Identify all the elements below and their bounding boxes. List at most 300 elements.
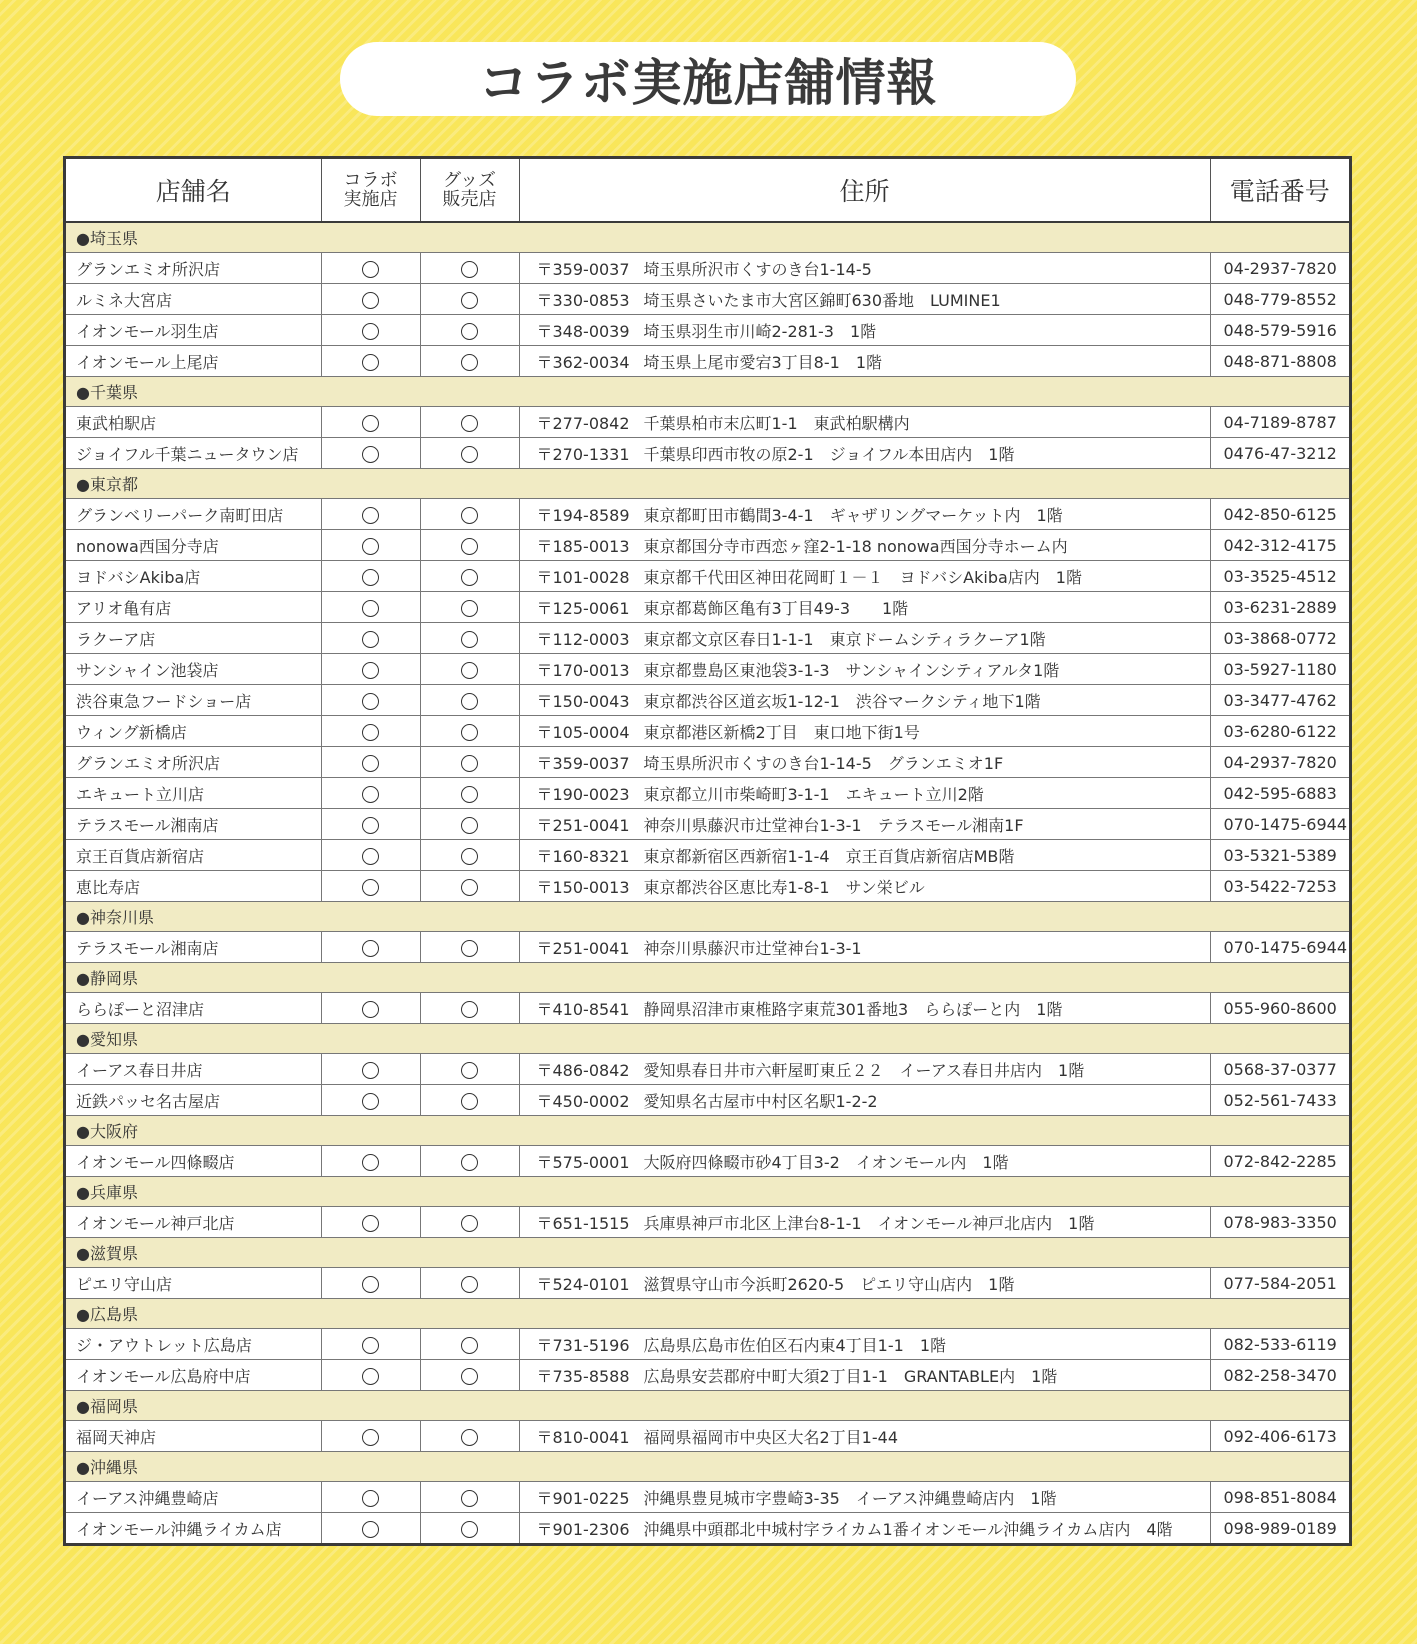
goods-mark-cell: [420, 1207, 519, 1238]
collab-mark-cell: [321, 346, 420, 377]
address-cell: [519, 592, 1210, 623]
postal-code: 〒731-5196: [536, 1335, 630, 1355]
circle-mark-icon: [461, 446, 478, 463]
goods-mark-cell: [420, 284, 519, 315]
address-cell: [519, 747, 1210, 778]
postal-code: 〒348-0039: [536, 321, 630, 341]
goods-mark-cell: [420, 716, 519, 747]
circle-mark-icon: [461, 1368, 478, 1385]
goods-mark-cell: [420, 253, 519, 284]
prefecture-label: ●埼玉県: [66, 222, 1349, 253]
circle-mark-icon: [362, 786, 379, 803]
postal-code: 〒185-0013: [536, 536, 630, 556]
table-row: [66, 1207, 1349, 1238]
circle-mark-icon: [461, 940, 478, 957]
prefecture-row: [66, 1177, 1349, 1207]
prefecture-label: ●福岡県: [66, 1391, 1349, 1421]
address-cell: [519, 1421, 1210, 1452]
store-name: ルミネ大宮店: [66, 284, 321, 315]
circle-mark-icon: [362, 1429, 379, 1446]
circle-mark-icon: [362, 415, 379, 432]
circle-mark-icon: [461, 817, 478, 834]
circle-mark-icon: [461, 1062, 478, 1079]
phone-number: 04-7189-8787: [1210, 407, 1349, 438]
store-name: イオンモール沖縄ライカム店: [66, 1513, 321, 1544]
prefecture-row: [66, 1299, 1349, 1329]
table-row: [66, 561, 1349, 592]
address-cell: [519, 623, 1210, 654]
address-cell: [519, 1146, 1210, 1177]
circle-mark-icon: [362, 1154, 379, 1171]
address-text: 広島県安芸郡府中町大須2丁目1-1 GRANTABLE内 1階: [643, 1366, 1058, 1386]
header-goods: [420, 159, 519, 222]
goods-mark-cell: [420, 1146, 519, 1177]
collab-mark-cell: [321, 1329, 420, 1360]
address-text: 東京都豊島区東池袋3-1-3 サンシャインシティアルタ1階: [643, 660, 1060, 680]
circle-mark-icon: [461, 693, 478, 710]
circle-mark-icon: [362, 693, 379, 710]
header-collab-line1: コラボ: [343, 170, 398, 191]
table-row: [66, 685, 1349, 716]
postal-code: 〒810-0041: [536, 1427, 630, 1447]
address-text: 東京都千代田区神田花岡町１－１ ヨドバシAkiba店内 1階: [643, 567, 1082, 587]
address-text: 神奈川県藤沢市辻堂神台1-3-1 テラスモール湘南1F: [643, 815, 1024, 835]
address-text: 東京都立川市柴崎町3-1-1 エキュート立川2階: [643, 784, 984, 804]
table-row: [66, 1329, 1349, 1360]
postal-code: 〒105-0004: [536, 722, 630, 742]
collab-mark-cell: [321, 315, 420, 346]
address-cell: [519, 253, 1210, 284]
collab-mark-cell: [321, 623, 420, 654]
circle-mark-icon: [362, 879, 379, 896]
store-name: ジョイフル千葉ニュータウン店: [66, 438, 321, 469]
goods-mark-cell: [420, 871, 519, 902]
phone-number: 03-5927-1180: [1210, 654, 1349, 685]
store-name: イオンモール羽生店: [66, 315, 321, 346]
postal-code: 〒901-0225: [536, 1488, 630, 1508]
circle-mark-icon: [362, 507, 379, 524]
goods-mark-cell: [420, 1360, 519, 1391]
address-text: 埼玉県さいたま市大宮区錦町630番地 LUMINE1: [643, 290, 1001, 310]
phone-number: 04-2937-7820: [1210, 253, 1349, 284]
address-cell: [519, 1085, 1210, 1116]
postal-code: 〒150-0013: [536, 877, 630, 897]
header-goods-line2: 販売店: [442, 189, 497, 210]
circle-mark-icon: [461, 507, 478, 524]
store-name: アリオ亀有店: [66, 592, 321, 623]
header-collab: [321, 159, 420, 222]
store-name: 福岡天神店: [66, 1421, 321, 1452]
address-text: 神奈川県藤沢市辻堂神台1-3-1: [643, 938, 862, 958]
header-row: [66, 159, 1349, 222]
postal-code: 〒359-0037: [536, 259, 630, 279]
collab-mark-cell: [321, 871, 420, 902]
circle-mark-icon: [362, 292, 379, 309]
postal-code: 〒330-0853: [536, 290, 630, 310]
table-row: [66, 1146, 1349, 1177]
circle-mark-icon: [362, 1337, 379, 1354]
address-cell: [519, 1329, 1210, 1360]
postal-code: 〒575-0001: [536, 1152, 630, 1172]
circle-mark-icon: [362, 848, 379, 865]
table-row: [66, 809, 1349, 840]
table-row: [66, 1421, 1349, 1452]
collab-mark-cell: [321, 993, 420, 1024]
prefecture-row: [66, 1024, 1349, 1054]
collab-mark-cell: [321, 561, 420, 592]
collab-mark-cell: [321, 778, 420, 809]
phone-number: 070-1475-6944: [1210, 932, 1349, 963]
collab-mark-cell: [321, 747, 420, 778]
table-row: [66, 438, 1349, 469]
circle-mark-icon: [461, 786, 478, 803]
address-text: 埼玉県上尾市愛宕3丁目8-1 1階: [643, 352, 882, 372]
circle-mark-icon: [461, 848, 478, 865]
goods-mark-cell: [420, 840, 519, 871]
circle-mark-icon: [362, 940, 379, 957]
collab-mark-cell: [321, 685, 420, 716]
circle-mark-icon: [362, 724, 379, 741]
store-name: ウィング新橋店: [66, 716, 321, 747]
goods-mark-cell: [420, 932, 519, 963]
collab-mark-cell: [321, 1360, 420, 1391]
circle-mark-icon: [461, 569, 478, 586]
store-name: エキュート立川店: [66, 778, 321, 809]
postal-code: 〒524-0101: [536, 1274, 630, 1294]
goods-mark-cell: [420, 654, 519, 685]
phone-number: 03-6231-2889: [1210, 592, 1349, 623]
circle-mark-icon: [362, 354, 379, 371]
store-name: イーアス春日井店: [66, 1054, 321, 1085]
goods-mark-cell: [420, 561, 519, 592]
address-cell: [519, 778, 1210, 809]
collab-mark-cell: [321, 1054, 420, 1085]
store-name: 渋谷東急フードショー店: [66, 685, 321, 716]
address-cell: [519, 840, 1210, 871]
prefecture-label: ●千葉県: [66, 377, 1349, 407]
address-text: 兵庫県神戸市北区上津台8-1-1 イオンモール神戸北店内 1階: [643, 1213, 1095, 1233]
phone-number: 03-3868-0772: [1210, 623, 1349, 654]
collab-mark-cell: [321, 1421, 420, 1452]
circle-mark-icon: [461, 1001, 478, 1018]
address-cell: [519, 530, 1210, 561]
table-row: [66, 284, 1349, 315]
address-text: 東京都町田市鶴間3-4-1 ギャザリングマーケット内 1階: [643, 505, 1063, 525]
goods-mark-cell: [420, 747, 519, 778]
address-text: 埼玉県羽生市川崎2-281-3 1階: [643, 321, 877, 341]
postal-code: 〒735-8588: [536, 1366, 630, 1386]
goods-mark-cell: [420, 809, 519, 840]
address-cell: [519, 1207, 1210, 1238]
phone-number: 03-5422-7253: [1210, 871, 1349, 902]
phone-number: 04-2937-7820: [1210, 747, 1349, 778]
table-row: [66, 530, 1349, 561]
prefecture-label: ●静岡県: [66, 963, 1349, 993]
address-text: 埼玉県所沢市くすのき台1-14-5: [643, 259, 872, 279]
postal-code: 〒190-0023: [536, 784, 630, 804]
phone-number: 055-960-8600: [1210, 993, 1349, 1024]
postal-code: 〒362-0034: [536, 352, 630, 372]
address-cell: [519, 809, 1210, 840]
address-cell: [519, 1268, 1210, 1299]
prefecture-row: [66, 1452, 1349, 1482]
goods-mark-cell: [420, 346, 519, 377]
address-cell: [519, 407, 1210, 438]
circle-mark-icon: [362, 323, 379, 340]
table-row: [66, 1268, 1349, 1299]
collab-mark-cell: [321, 499, 420, 530]
prefecture-row: [66, 222, 1349, 253]
collab-mark-cell: [321, 1207, 420, 1238]
prefecture-row: [66, 1238, 1349, 1268]
goods-mark-cell: [420, 1268, 519, 1299]
store-name: イオンモール四條畷店: [66, 1146, 321, 1177]
prefecture-label: ●大阪府: [66, 1116, 1349, 1146]
circle-mark-icon: [461, 354, 478, 371]
circle-mark-icon: [362, 1368, 379, 1385]
circle-mark-icon: [461, 323, 478, 340]
phone-number: 082-258-3470: [1210, 1360, 1349, 1391]
collab-mark-cell: [321, 654, 420, 685]
phone-number: 082-533-6119: [1210, 1329, 1349, 1360]
circle-mark-icon: [461, 755, 478, 772]
store-name: サンシャイン池袋店: [66, 654, 321, 685]
address-text: 東京都渋谷区道玄坂1-12-1 渋谷マークシティ地下1階: [643, 691, 1041, 711]
postal-code: 〒160-8321: [536, 846, 630, 866]
table-row: [66, 1054, 1349, 1085]
circle-mark-icon: [461, 1093, 478, 1110]
store-name: ラクーア店: [66, 623, 321, 654]
prefecture-label: ●神奈川県: [66, 902, 1349, 932]
collab-mark-cell: [321, 809, 420, 840]
collab-mark-cell: [321, 1146, 420, 1177]
circle-mark-icon: [461, 415, 478, 432]
address-cell: [519, 654, 1210, 685]
address-text: 愛知県春日井市六軒屋町東丘２２ イーアス春日井店内 1階: [643, 1060, 1085, 1080]
collab-mark-cell: [321, 932, 420, 963]
goods-mark-cell: [420, 993, 519, 1024]
table-row: [66, 623, 1349, 654]
circle-mark-icon: [461, 724, 478, 741]
phone-number: 077-584-2051: [1210, 1268, 1349, 1299]
phone-number: 048-779-8552: [1210, 284, 1349, 315]
address-text: 東京都文京区春日1-1-1 東京ドームシティラクーア1階: [643, 629, 1046, 649]
address-text: 東京都新宿区西新宿1-1-4 京王百貨店新宿店MB階: [643, 846, 1015, 866]
store-name: ららぽーと沼津店: [66, 993, 321, 1024]
collab-mark-cell: [321, 840, 420, 871]
address-cell: [519, 1360, 1210, 1391]
address-cell: [519, 315, 1210, 346]
address-cell: [519, 993, 1210, 1024]
phone-number: 03-3477-4762: [1210, 685, 1349, 716]
postal-code: 〒359-0037: [536, 753, 630, 773]
store-table: [63, 156, 1352, 1546]
circle-mark-icon: [461, 1490, 478, 1507]
collab-mark-cell: [321, 1482, 420, 1513]
phone-number: 03-3525-4512: [1210, 561, 1349, 592]
table-row: [66, 1085, 1349, 1116]
phone-number: 03-6280-6122: [1210, 716, 1349, 747]
postal-code: 〒251-0041: [536, 938, 630, 958]
header-store-name: 店舗名: [66, 159, 321, 222]
circle-mark-icon: [362, 1490, 379, 1507]
goods-mark-cell: [420, 315, 519, 346]
table-row: [66, 592, 1349, 623]
store-name: 恵比寿店: [66, 871, 321, 902]
collab-mark-cell: [321, 253, 420, 284]
address-text: 滋賀県守山市今浜町2620-5 ピエリ守山店内 1階: [643, 1274, 1015, 1294]
circle-mark-icon: [362, 538, 379, 555]
phone-number: 0476-47-3212: [1210, 438, 1349, 469]
address-cell: [519, 438, 1210, 469]
postal-code: 〒277-0842: [536, 413, 630, 433]
circle-mark-icon: [362, 817, 379, 834]
phone-number: 092-406-6173: [1210, 1421, 1349, 1452]
circle-mark-icon: [362, 1276, 379, 1293]
postal-code: 〒170-0013: [536, 660, 630, 680]
circle-mark-icon: [362, 446, 379, 463]
phone-number: 098-851-8084: [1210, 1482, 1349, 1513]
collab-mark-cell: [321, 716, 420, 747]
table-row: [66, 871, 1349, 902]
circle-mark-icon: [362, 1093, 379, 1110]
address-text: 広島県広島市佐伯区石内東4丁目1-1 1階: [643, 1335, 946, 1355]
table-row: [66, 993, 1349, 1024]
page-title: コラボ実施店舗情報: [478, 54, 938, 112]
table-row: [66, 346, 1349, 377]
goods-mark-cell: [420, 1054, 519, 1085]
store-name: 東武柏駅店: [66, 407, 321, 438]
header-goods-line1: グッズ: [442, 170, 497, 191]
goods-mark-cell: [420, 1513, 519, 1544]
goods-mark-cell: [420, 438, 519, 469]
circle-mark-icon: [461, 261, 478, 278]
table-row: [66, 716, 1349, 747]
goods-mark-cell: [420, 530, 519, 561]
table-row: [66, 840, 1349, 871]
address-cell: [519, 1054, 1210, 1085]
circle-mark-icon: [461, 292, 478, 309]
phone-number: 048-871-8808: [1210, 346, 1349, 377]
table-row: [66, 654, 1349, 685]
circle-mark-icon: [461, 1154, 478, 1171]
goods-mark-cell: [420, 407, 519, 438]
address-cell: [519, 284, 1210, 315]
address-text: 千葉県印西市牧の原2-1 ジョイフル本田店内 1階: [643, 444, 1015, 464]
circle-mark-icon: [461, 1521, 478, 1538]
circle-mark-icon: [362, 1521, 379, 1538]
address-cell: [519, 932, 1210, 963]
phone-number: 042-312-4175: [1210, 530, 1349, 561]
address-cell: [519, 561, 1210, 592]
collab-mark-cell: [321, 530, 420, 561]
header-collab-line2: 実施店: [343, 189, 398, 210]
store-name: テラスモール湘南店: [66, 809, 321, 840]
phone-number: 042-595-6883: [1210, 778, 1349, 809]
store-name: イオンモール神戸北店: [66, 1207, 321, 1238]
prefecture-label: ●沖縄県: [66, 1452, 1349, 1482]
postal-code: 〒410-8541: [536, 999, 630, 1019]
prefecture-row: [66, 1391, 1349, 1421]
goods-mark-cell: [420, 685, 519, 716]
circle-mark-icon: [461, 1337, 478, 1354]
collab-mark-cell: [321, 1085, 420, 1116]
store-name: ピエリ守山店: [66, 1268, 321, 1299]
postal-code: 〒450-0002: [536, 1091, 630, 1111]
store-name: イーアス沖縄豊崎店: [66, 1482, 321, 1513]
store-name: イオンモール上尾店: [66, 346, 321, 377]
address-text: 大阪府四條畷市砂4丁目3-2 イオンモール内 1階: [643, 1152, 1009, 1172]
postal-code: 〒651-1515: [536, 1213, 630, 1233]
phone-number: 042-850-6125: [1210, 499, 1349, 530]
circle-mark-icon: [362, 600, 379, 617]
phone-number: 098-989-0189: [1223, 1518, 1337, 1538]
circle-mark-icon: [461, 1429, 478, 1446]
table-body: [66, 222, 1349, 1543]
goods-mark-cell: [420, 623, 519, 654]
circle-mark-icon: [362, 1001, 379, 1018]
postal-code: 〒101-0028: [536, 567, 630, 587]
store-name: 京王百貨店新宿店: [66, 840, 321, 871]
store-name: テラスモール湘南店: [66, 932, 321, 963]
circle-mark-icon: [362, 755, 379, 772]
address-text: 千葉県柏市末広町1-1 東武柏駅構内: [643, 413, 910, 433]
address-cell: [519, 1513, 1210, 1544]
goods-mark-cell: [420, 1085, 519, 1116]
phone-number: 048-579-5916: [1210, 315, 1349, 346]
circle-mark-icon: [461, 879, 478, 896]
circle-mark-icon: [362, 631, 379, 648]
address-text: 東京都葛飾区亀有3丁目49-3 1階: [643, 598, 909, 618]
circle-mark-icon: [461, 1276, 478, 1293]
title-banner: [340, 42, 1076, 116]
circle-mark-icon: [461, 1215, 478, 1232]
postal-code: 〒901-2306: [536, 1519, 630, 1539]
postal-code: 〒486-0842: [536, 1060, 630, 1080]
circle-mark-icon: [362, 662, 379, 679]
phone-number: 070-1475-6944: [1210, 809, 1349, 840]
circle-mark-icon: [362, 261, 379, 278]
table-row: [66, 1482, 1349, 1513]
table-row: [66, 315, 1349, 346]
postal-code: 〒112-0003: [536, 629, 630, 649]
prefecture-label: ●滋賀県: [66, 1238, 1349, 1268]
collab-mark-cell: [321, 438, 420, 469]
address-text: 埼玉県所沢市くすのき台1-14-5 グランエミオ1F: [643, 753, 1004, 773]
store-name: グランエミオ所沢店: [66, 747, 321, 778]
table-row: [66, 1360, 1349, 1391]
goods-mark-cell: [420, 592, 519, 623]
circle-mark-icon: [362, 569, 379, 586]
postal-code: 〒125-0061: [536, 598, 630, 618]
prefecture-label: ●愛知県: [66, 1024, 1349, 1054]
table-row: [66, 499, 1349, 530]
address-cell: [519, 716, 1210, 747]
phone-number: 03-5321-5389: [1210, 840, 1349, 871]
address-text: 静岡県沼津市東椎路字東荒301番地3 ららぽーと内 1階: [643, 999, 1063, 1019]
phone-number: 0568-37-0377: [1210, 1054, 1349, 1085]
goods-mark-cell: [420, 1421, 519, 1452]
phone-number: 072-842-2285: [1210, 1146, 1349, 1177]
address-text: 東京都国分寺市西恋ヶ窪2-1-18 nonowa西国分寺ホーム内: [643, 536, 1068, 556]
table-row: [66, 253, 1349, 284]
prefecture-label: ●広島県: [66, 1299, 1349, 1329]
postal-code: 〒270-1331: [536, 444, 630, 464]
collab-mark-cell: [321, 284, 420, 315]
address-text: 沖縄県豊見城市字豊崎3-35 イーアス沖縄豊崎店内 1階: [643, 1488, 1057, 1508]
table-row: [66, 778, 1349, 809]
address-text: 東京都港区新橋2丁目 東口地下街1号: [643, 722, 920, 742]
